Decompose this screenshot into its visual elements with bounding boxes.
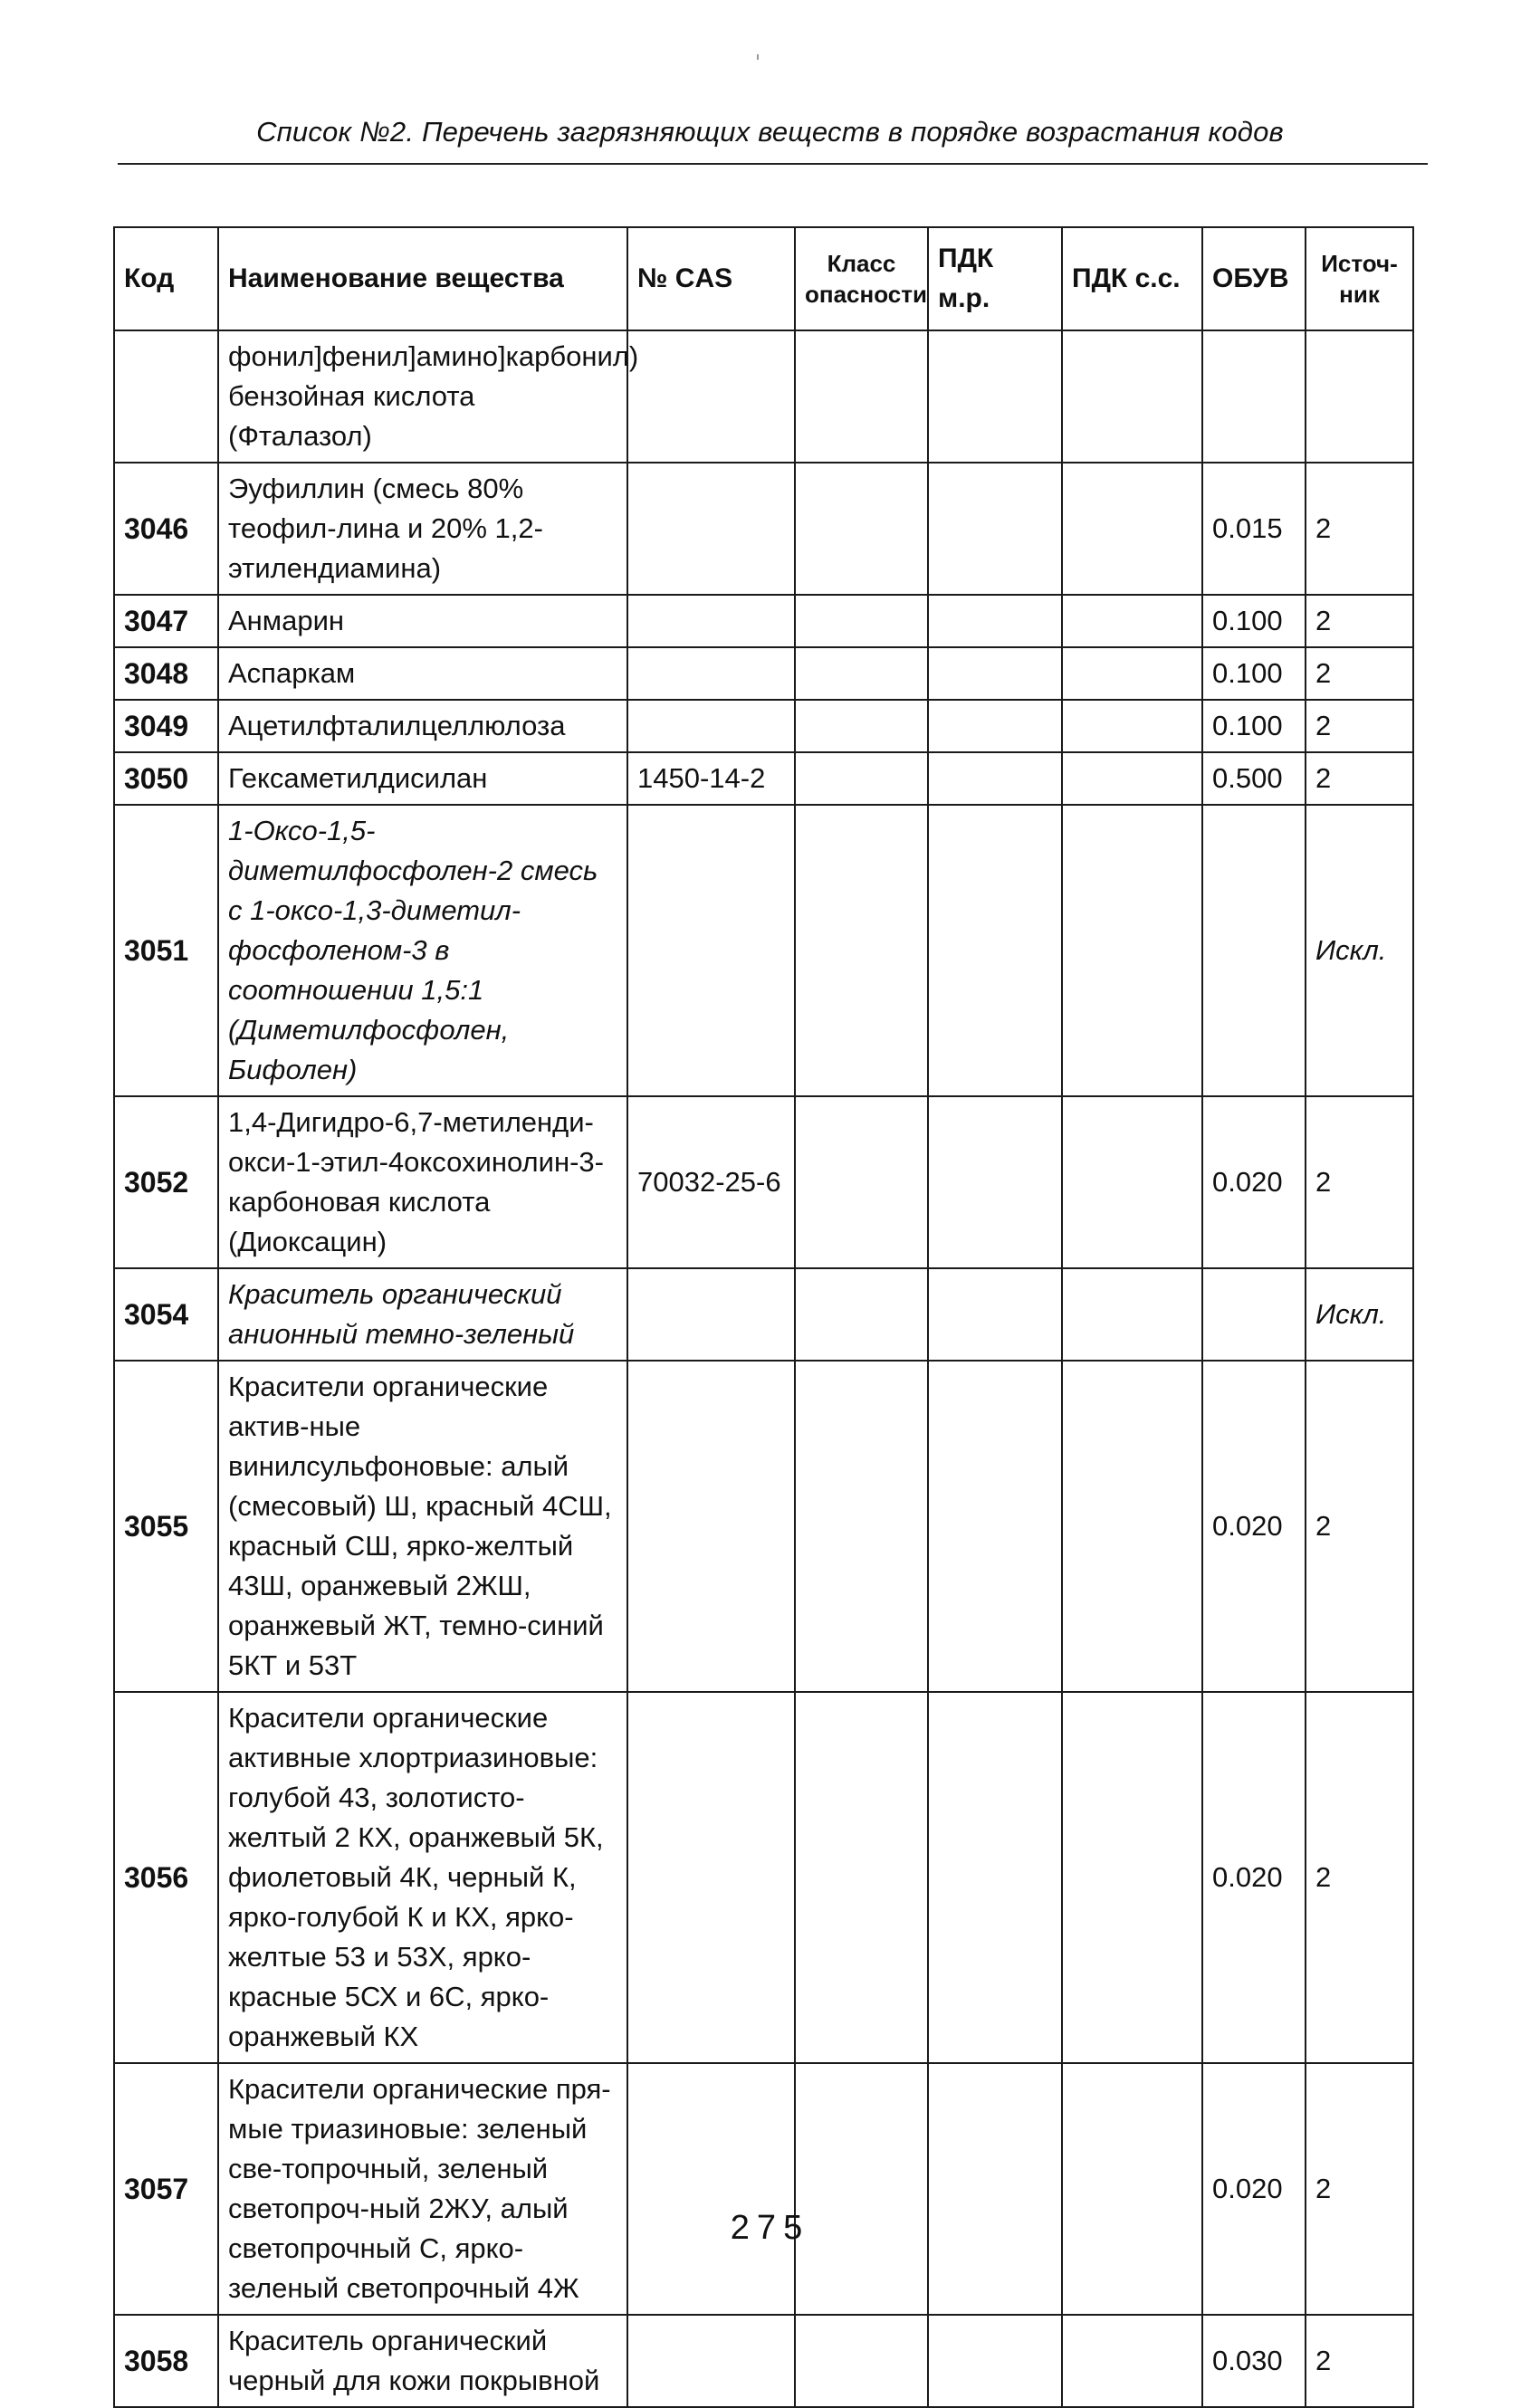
cell-pdk-ss xyxy=(1062,647,1202,700)
cell-code: 3047 xyxy=(114,595,218,647)
cell-hazard xyxy=(795,1096,928,1268)
cell-source: 2 xyxy=(1306,700,1413,752)
cell-hazard xyxy=(795,2063,928,2315)
table-row xyxy=(114,1268,1413,1361)
cell-pdk-mr xyxy=(928,647,1062,700)
cell-code: 3056 xyxy=(114,1692,218,2063)
cell-cas xyxy=(627,1361,795,1692)
cell-pdk-ss xyxy=(1062,2063,1202,2315)
scan-mark xyxy=(757,54,759,60)
table-header-row xyxy=(114,227,1413,330)
cell-pdk-mr xyxy=(928,805,1062,1096)
cell-cas xyxy=(627,2315,795,2407)
cell-name: Красители органические активные хлортриазиновые: голубой 43, золотисто-желтый 2 КХ, оранжевый 5К, фиолетовый 4К, черный К, ярко-голубой К и КХ, ярко-желтые 53 и 53Х, ярко-красные 5СХ и 6С, ярко-оранжевый КХ xyxy=(218,1692,627,2063)
cell-pdk-mr xyxy=(928,463,1062,595)
cell-obuv: 0.100 xyxy=(1202,647,1306,700)
cell-pdk-mr xyxy=(928,700,1062,752)
cell-cas xyxy=(627,595,795,647)
cell-cas xyxy=(627,463,795,595)
col-header-pdk-mr: ПДК м.р. xyxy=(928,227,1062,330)
cell-source: 2 xyxy=(1306,1096,1413,1268)
cell-name: Эуфиллин (смесь 80% теофил-лина и 20% 1,2-этилендиамина) xyxy=(218,463,627,595)
cell-cas xyxy=(627,330,795,463)
col-header-hazard: Класс опасности xyxy=(795,227,928,330)
cell-pdk-mr xyxy=(928,2315,1062,2407)
table-row xyxy=(114,752,1413,805)
cell-obuv xyxy=(1202,805,1306,1096)
cell-name: Краситель органический анионный темно-зеленый xyxy=(218,1268,627,1361)
cell-name: фонил]фенил]амино]карбонил) бензойная кислота (Фталазол) xyxy=(218,330,627,463)
cell-code: 3057 xyxy=(114,2063,218,2315)
page-number: 275 xyxy=(730,2209,810,2247)
cell-pdk-ss xyxy=(1062,2315,1202,2407)
cell-cas: 1450-14-2 xyxy=(627,752,795,805)
cell-hazard xyxy=(795,330,928,463)
cell-source: 2 xyxy=(1306,463,1413,595)
cell-name: Ацетилфталилцеллюлоза xyxy=(218,700,627,752)
table-row xyxy=(114,463,1413,595)
cell-code: 3058 xyxy=(114,2315,218,2407)
cell-pdk-mr xyxy=(928,1096,1062,1268)
cell-obuv: 0.020 xyxy=(1202,1361,1306,1692)
cell-hazard xyxy=(795,1361,928,1692)
cell-code: 3052 xyxy=(114,1096,218,1268)
table-row xyxy=(114,1361,1413,1692)
cell-pdk-mr xyxy=(928,752,1062,805)
cell-obuv: 0.020 xyxy=(1202,2063,1306,2315)
cell-obuv: 0.020 xyxy=(1202,1692,1306,2063)
cell-obuv: 0.100 xyxy=(1202,700,1306,752)
table-body xyxy=(114,330,1413,2407)
col-header-name: Наименование вещества xyxy=(218,227,627,330)
cell-name: Красители органические актив-ные винилсульфоновые: алый (смесовый) Ш, красный 4СШ, красный СШ, ярко-желтый 43Ш, оранжевый 2ЖШ, оранжевый ЖТ, темно-синий 5КТ и 53Т xyxy=(218,1361,627,1692)
cell-source: Искл. xyxy=(1306,805,1413,1096)
cell-source: 2 xyxy=(1306,1361,1413,1692)
col-header-code: Код xyxy=(114,227,218,330)
cell-code: 3046 xyxy=(114,463,218,595)
table-row xyxy=(114,647,1413,700)
cell-pdk-ss xyxy=(1062,805,1202,1096)
cell-source: 2 xyxy=(1306,2315,1413,2407)
cell-hazard xyxy=(795,463,928,595)
cell-obuv xyxy=(1202,330,1306,463)
cell-cas xyxy=(627,647,795,700)
table-row xyxy=(114,700,1413,752)
cell-pdk-ss xyxy=(1062,1268,1202,1361)
cell-pdk-mr xyxy=(928,1268,1062,1361)
cell-obuv: 0.030 xyxy=(1202,2315,1306,2407)
cell-pdk-mr xyxy=(928,2063,1062,2315)
cell-code: 3049 xyxy=(114,700,218,752)
cell-source xyxy=(1306,330,1413,463)
cell-pdk-ss xyxy=(1062,1096,1202,1268)
cell-obuv: 0.100 xyxy=(1202,595,1306,647)
cell-pdk-ss xyxy=(1062,330,1202,463)
cell-obuv: 0.500 xyxy=(1202,752,1306,805)
cell-source: 2 xyxy=(1306,595,1413,647)
cell-cas: 70032-25-6 xyxy=(627,1096,795,1268)
col-header-obuv: ОБУВ xyxy=(1202,227,1306,330)
cell-code: 3055 xyxy=(114,1361,218,1692)
cell-pdk-ss xyxy=(1062,463,1202,595)
cell-pdk-mr xyxy=(928,1361,1062,1692)
cell-name: 1-Оксо-1,5-диметилфосфолен-2 смесь с 1-оксо-1,3-диметил-фосфоленом-3 в соотношении 1,5:1 (Диметилфосфолен, Бифолен) xyxy=(218,805,627,1096)
table-row xyxy=(114,2315,1413,2407)
table-row xyxy=(114,330,1413,463)
col-header-cas: № CAS xyxy=(627,227,795,330)
cell-hazard xyxy=(795,1268,928,1361)
cell-pdk-mr xyxy=(928,330,1062,463)
cell-source: Искл. xyxy=(1306,1268,1413,1361)
cell-hazard xyxy=(795,647,928,700)
cell-name: Гексаметилдисилан xyxy=(218,752,627,805)
cell-hazard xyxy=(795,805,928,1096)
cell-obuv: 0.020 xyxy=(1202,1096,1306,1268)
table-row xyxy=(114,805,1413,1096)
cell-hazard xyxy=(795,752,928,805)
cell-cas xyxy=(627,1692,795,2063)
cell-name: Анмарин xyxy=(218,595,627,647)
cell-hazard xyxy=(795,1692,928,2063)
cell-source: 2 xyxy=(1306,2063,1413,2315)
cell-obuv xyxy=(1202,1268,1306,1361)
cell-name: 1,4-Дигидро-6,7-метиленди-окси-1-этил-4оксохинолин-3-карбоновая кислота (Диоксацин) xyxy=(218,1096,627,1268)
cell-pdk-ss xyxy=(1062,700,1202,752)
cell-pdk-mr xyxy=(928,595,1062,647)
col-header-source: Источ-ник xyxy=(1306,227,1413,330)
col-header-pdk-ss: ПДК с.с. xyxy=(1062,227,1202,330)
cell-source: 2 xyxy=(1306,647,1413,700)
cell-code: 3050 xyxy=(114,752,218,805)
cell-obuv: 0.015 xyxy=(1202,463,1306,595)
cell-cas xyxy=(627,700,795,752)
cell-cas xyxy=(627,2063,795,2315)
table-row xyxy=(114,1692,1413,2063)
cell-source: 2 xyxy=(1306,752,1413,805)
cell-hazard xyxy=(795,2315,928,2407)
table-row xyxy=(114,595,1413,647)
cell-code: 3051 xyxy=(114,805,218,1096)
cell-source: 2 xyxy=(1306,1692,1413,2063)
header-rule xyxy=(118,163,1428,165)
cell-pdk-ss xyxy=(1062,1361,1202,1692)
table-row xyxy=(114,1096,1413,1268)
cell-cas xyxy=(627,805,795,1096)
substances-table xyxy=(113,226,1414,2408)
cell-name: Краситель органический черный для кожи покрывной xyxy=(218,2315,627,2407)
cell-name: Красители органические пря-мые триазиновые: зеленый све-топрочный, зеленый светопроч-ный 2ЖУ, алый светопрочный С, ярко-зеленый светопрочный 4Ж xyxy=(218,2063,627,2315)
cell-code: 3048 xyxy=(114,647,218,700)
cell-code xyxy=(114,330,218,463)
cell-pdk-ss xyxy=(1062,1692,1202,2063)
cell-pdk-ss xyxy=(1062,595,1202,647)
cell-pdk-mr xyxy=(928,1692,1062,2063)
cell-pdk-ss xyxy=(1062,752,1202,805)
cell-code: 3054 xyxy=(114,1268,218,1361)
cell-name: Аспаркам xyxy=(218,647,627,700)
cell-hazard xyxy=(795,700,928,752)
table-row xyxy=(114,2063,1413,2315)
cell-cas xyxy=(627,1268,795,1361)
cell-hazard xyxy=(795,595,928,647)
page-header: Список №2. Перечень загрязняющих веществ в порядке возрастания кодов xyxy=(256,116,1284,148)
